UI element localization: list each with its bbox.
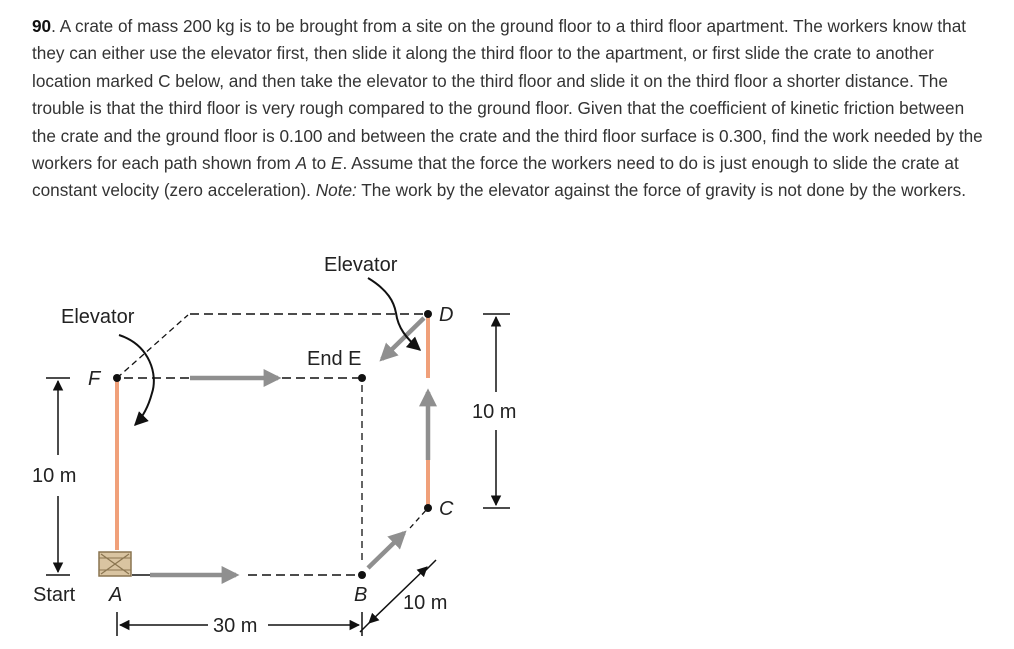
note-label: Note: [315, 180, 357, 201]
path-arrow-b-to-c [368, 533, 404, 568]
bottom-dim-label: 30 m [213, 615, 258, 637]
start-label: Start [33, 584, 76, 606]
path-arrow-d-to-e [382, 318, 424, 359]
elevator-left-label: Elevator [61, 306, 135, 328]
point-b-label: B [354, 584, 368, 606]
point-f-dot [113, 374, 121, 382]
point-e-dot [358, 374, 366, 382]
depth-dim-tick-back [424, 560, 436, 572]
problem-text-1: . A crate of mass 200 kg is to be brought from a site on the ground floor to a third floor apartment. The workers know that they can either use the elevator first, then slide it along the third floor to the apartment, or first slide the crate to another location marked C below, and then take the elevator to the third floor and slide it on the third floor a shorter distance. The trouble is that the third floor is very rough compared to the ground floor. Given that the coefficient of kinetic friction between the crate and the ground floor is 0.100 and between the crate and the third floor surface is 0.300, find the work needed by the workers for each path shown from [32, 16, 983, 174]
problem-number: 90 [32, 16, 52, 36]
depth-dash-to-c [410, 508, 428, 528]
point-b-dot [358, 571, 366, 579]
point-c-dot [424, 504, 432, 512]
point-a-ref: A [295, 153, 308, 174]
elevator-top-label: Elevator [324, 254, 398, 276]
crate-icon [99, 552, 131, 576]
depth-dim-label: 10 m [403, 592, 448, 614]
problem-text-3: . Assume that the force the workers need to do is just enough to slide the crate at constant velocity (zero acceleration). [32, 153, 959, 201]
point-a-label: A [109, 584, 123, 606]
point-f-label: F [88, 368, 101, 390]
problem-text-2: to [307, 153, 332, 174]
point-d-label: D [439, 304, 454, 326]
point-c-label: C [439, 498, 454, 520]
point-e-ref: E [331, 153, 343, 174]
end-e-label: End E [307, 348, 362, 370]
point-d-dot [424, 310, 432, 318]
right-dim-label: 10 m [472, 401, 517, 423]
problem-text-4: The work by the elevator against the force of gravity is not done by the workers. [356, 180, 967, 201]
left-elevator-pointer-arrow [119, 335, 154, 425]
left-dim-label: 10 m [32, 465, 77, 487]
